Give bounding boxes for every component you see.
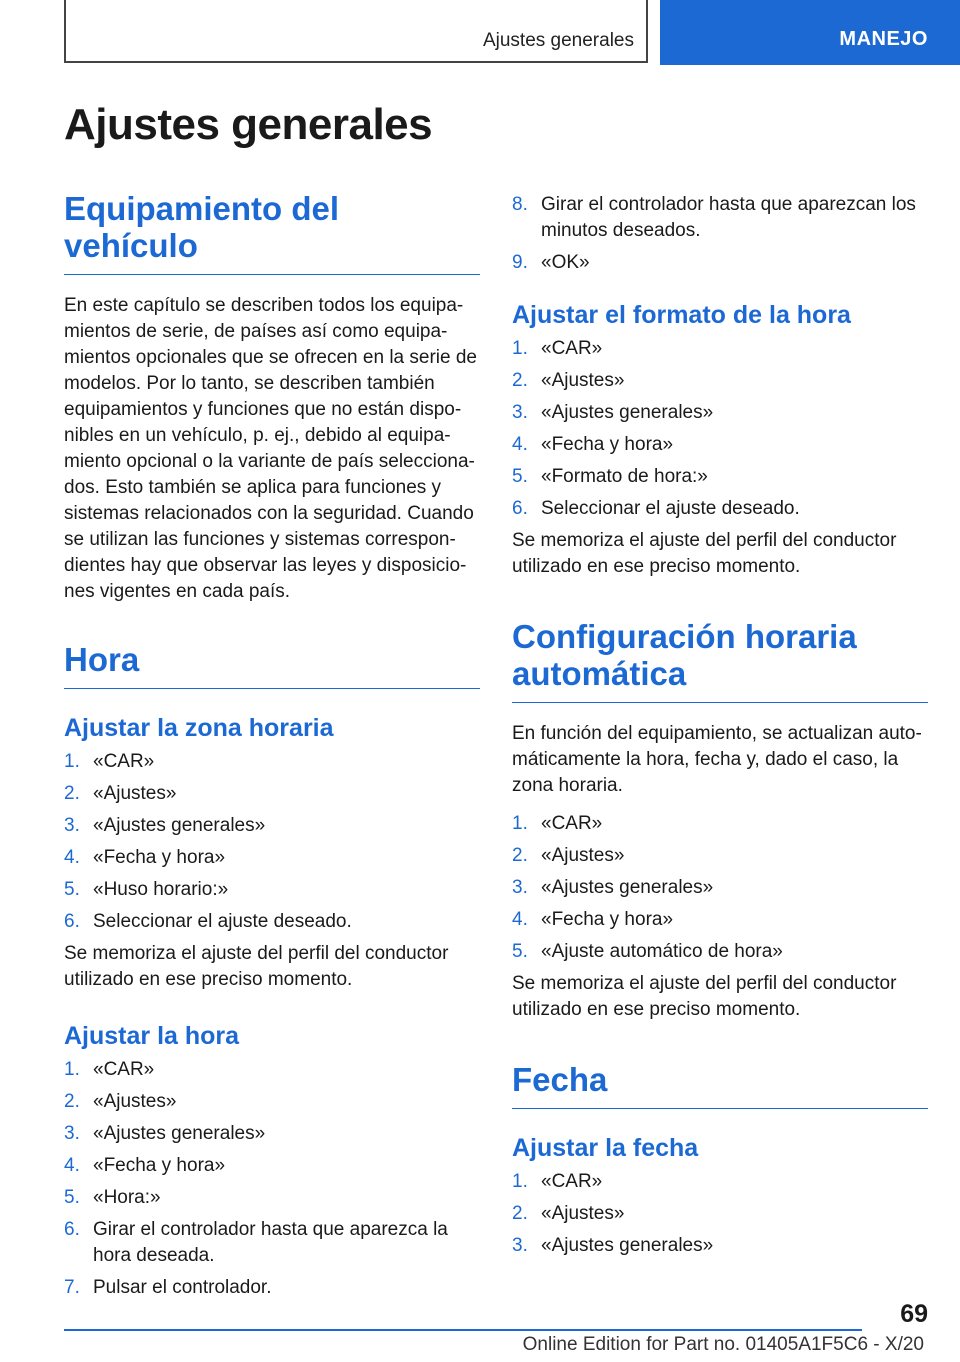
right-column — [512, 192, 928, 1265]
steps-ajustar-hora — [64, 1057, 480, 1301]
list-item: 2. «Ajustes» — [64, 1091, 177, 1112]
note-configuracion: Se memoriza el ajuste del perfil del conductor utilizado en ese preciso momento. — [512, 973, 897, 1020]
note-zona-horaria: Se memoriza el ajuste del perfil del conductor utilizado en ese preciso momento. — [64, 943, 449, 990]
heading-ajustar-fecha: Ajustar la fecha — [512, 1134, 699, 1162]
list-item: 1. «CAR» — [64, 751, 155, 772]
left-column — [64, 190, 480, 1307]
list-item: 4. «Fecha y hora» — [64, 1155, 226, 1176]
footer-edition — [0, 1334, 960, 1356]
list-item: 3. «Ajustes generales» — [512, 1235, 714, 1256]
heading-ajustar-hora: Ajustar la hora — [64, 1022, 240, 1050]
steps-zona-horaria — [64, 749, 480, 935]
header-chapter-tab — [660, 0, 960, 65]
list-item: 3. «Ajustes generales» — [64, 815, 266, 836]
list-item: 1. «CAR» — [64, 1059, 155, 1080]
list-item: 6. Seleccionar el ajuste deseado. — [64, 911, 352, 932]
list-item: 3. «Ajustes generales» — [512, 402, 714, 423]
list-item: 4. «Fecha y hora» — [512, 434, 674, 455]
list-item: 1. «CAR» — [512, 338, 603, 359]
steps-ajustar-fecha — [512, 1169, 928, 1259]
list-item: 3. «Ajustes generales» — [512, 877, 714, 898]
heading-equipamiento: Equipamiento del vehículo — [64, 190, 480, 275]
footer-edition-text: Online Edition for Part no. 01405A1F5C6 - X/20 — [522, 1334, 924, 1355]
list-item: 2. «Ajustes» — [512, 1203, 625, 1224]
list-item: 2. «Ajustes» — [512, 845, 625, 866]
steps-ajustar-hora-continued — [512, 192, 928, 276]
heading-fecha: Fecha — [512, 1061, 928, 1109]
header-chapter-label: MANEJO — [839, 28, 928, 50]
footer-divider — [64, 1329, 862, 1331]
list-item: 4. «Fecha y hora» — [64, 847, 226, 868]
list-item: 8. Girar el controlador hasta que aparezcan los minutos deseados. — [512, 194, 916, 241]
list-item: 2. «Ajustes» — [64, 783, 177, 804]
paragraph-equipamiento: En este capítulo se describen todos los equipa-mientos de serie, de países así como equipa-mientos opcionales que se ofrecen en la serie de modelos. Por lo tanto, se describen también equipamientos y funciones que no están dispo-nibles en un vehículo, p. ej., debido al equipa-miento opcional o la variante de país selecciona-dos. Esto también se aplica para funciones y sistemas relacionados con la seguridad. Cuando se utilizan las funciones y sistemas correspon-dientes hay que observar las leyes y disposicio-nes vigentes en cada país. — [64, 295, 477, 602]
heading-zona-horaria: Ajustar la zona horaria — [64, 714, 334, 742]
list-item: 9. «OK» — [512, 252, 590, 273]
heading-hora: Hora — [64, 641, 480, 689]
page-number: 69 — [900, 1300, 928, 1328]
list-item: 3. «Ajustes generales» — [64, 1123, 266, 1144]
list-item: 5. «Formato de hora:» — [512, 466, 708, 487]
list-item: 5. «Hora:» — [64, 1187, 161, 1208]
list-item: 6. Girar el controlador hasta que aparezca la hora deseada. — [64, 1219, 448, 1266]
page-title: Ajustes generales — [64, 100, 433, 149]
list-item: 5. «Huso horario:» — [64, 879, 229, 900]
page-header — [0, 0, 960, 66]
steps-configuracion — [512, 811, 928, 965]
list-item: 1. «CAR» — [512, 1171, 603, 1192]
steps-formato-hora — [512, 336, 928, 522]
heading-configuracion-automatica: Configuración horaria automática — [512, 618, 928, 703]
list-item: 1. «CAR» — [512, 813, 603, 834]
list-item: 7. Pulsar el controlador. — [64, 1277, 272, 1298]
heading-formato-hora: Ajustar el formato de la hora — [512, 301, 851, 329]
header-section-title: Ajustes generales — [482, 30, 634, 51]
list-item: 5. «Ajuste automático de hora» — [512, 941, 783, 962]
list-item: 2. «Ajustes» — [512, 370, 625, 391]
list-item: 6. Seleccionar el ajuste deseado. — [512, 498, 800, 519]
paragraph-configuracion: En función del equipamiento, se actualizan auto-máticamente la hora, fecha y, dado el caso, la zona horaria. — [512, 723, 922, 796]
list-item: 4. «Fecha y hora» — [512, 909, 674, 930]
note-formato-hora: Se memoriza el ajuste del perfil del conductor utilizado en ese preciso momento. — [512, 530, 897, 577]
